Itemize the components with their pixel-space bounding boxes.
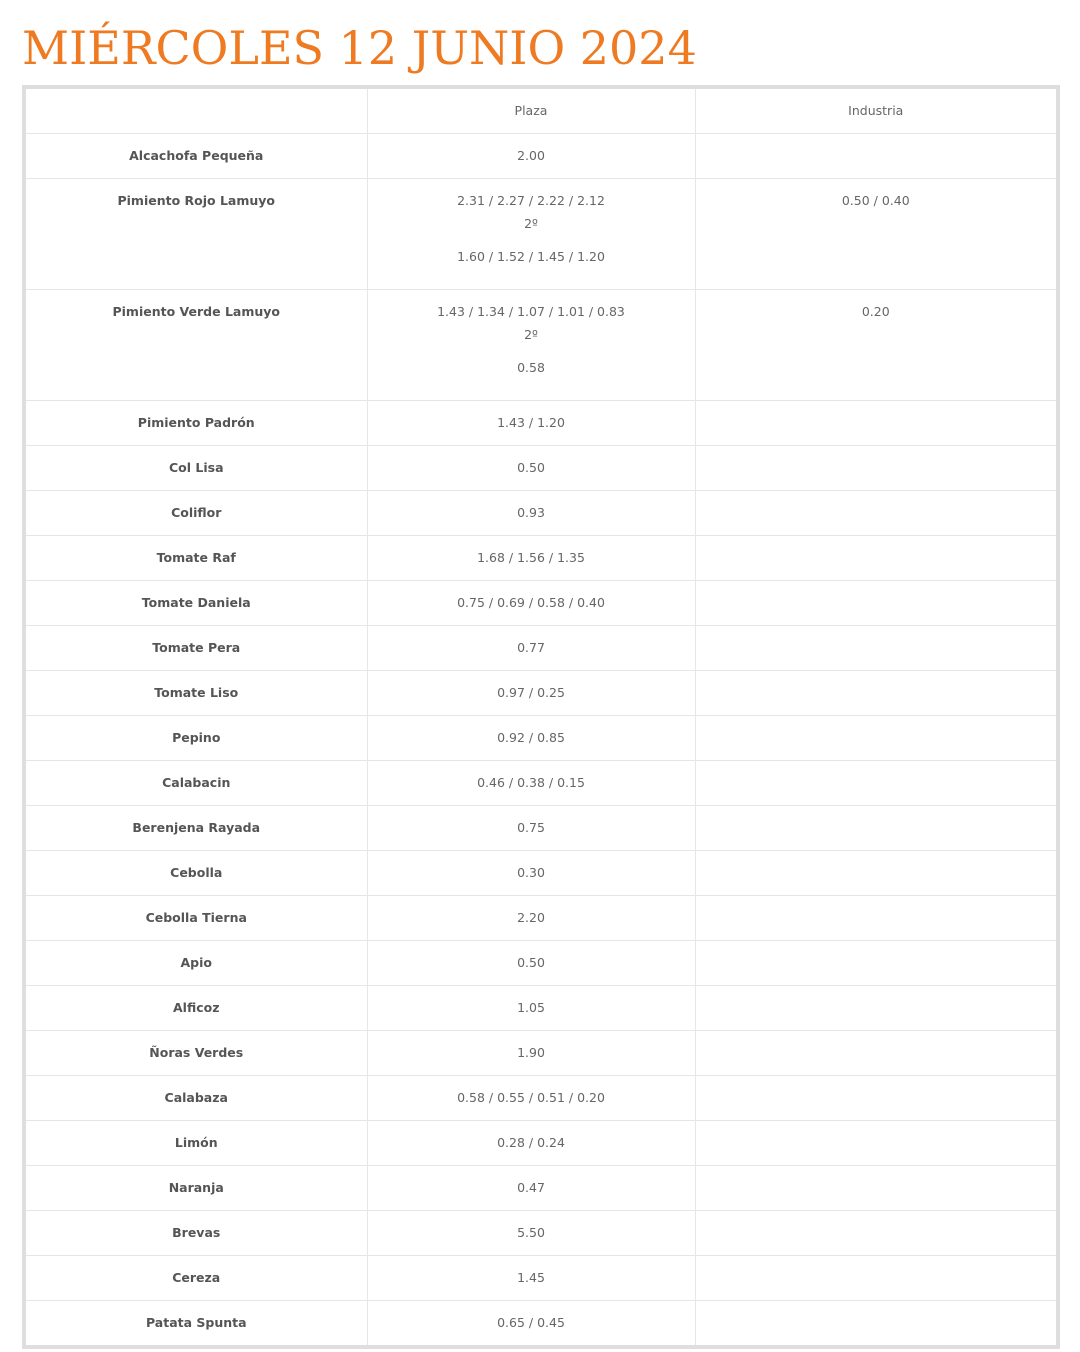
product-cell: [26, 536, 367, 581]
product-cell: [26, 401, 367, 446]
table-row: [26, 446, 1056, 491]
page-title: MIÉRCOLES 12 JUNIO 2024: [22, 21, 697, 75]
industria-cell: [695, 851, 1056, 896]
plaza-cell: [367, 941, 695, 986]
industria-cell: [695, 1031, 1056, 1076]
table-row: [26, 716, 1056, 761]
industria-cell: [695, 401, 1056, 446]
plaza-cell: [367, 806, 695, 851]
table-row: [26, 626, 1056, 671]
plaza-cell: [367, 290, 695, 401]
plaza-price: 1.43 / 1.20: [497, 415, 565, 430]
product-cell: [26, 1076, 367, 1121]
product-cell: [26, 446, 367, 491]
plaza-price: 1.05: [517, 1000, 545, 1015]
product-name: Patata Spunta: [145, 1315, 247, 1330]
price-table-container: [22, 85, 1060, 1349]
product-name: Alficoz: [173, 1000, 220, 1015]
plaza-cell: [367, 761, 695, 806]
industria-price: [696, 806, 1057, 840]
plaza-price: 0.28 / 0.24: [497, 1135, 565, 1150]
product-name: Brevas: [172, 1225, 221, 1240]
industria-price: [696, 491, 1057, 525]
plaza-price: 0.47: [517, 1180, 545, 1195]
plaza-price: 1.90: [517, 1045, 545, 1060]
plaza-cell: [367, 1076, 695, 1121]
industria-cell: [695, 1256, 1056, 1301]
table-row: [26, 536, 1056, 581]
industria-price: [696, 671, 1057, 705]
industria-price: [696, 626, 1057, 660]
plaza-price: 0.92 / 0.85: [497, 730, 565, 745]
product-name: Col Lisa: [168, 460, 224, 475]
product-name: Calabaza: [164, 1090, 228, 1105]
product-name: Tomate Liso: [154, 685, 239, 700]
industria-cell: [695, 806, 1056, 851]
industria-cell: [695, 134, 1056, 179]
price-table: [26, 89, 1056, 1345]
industria-cell: [695, 716, 1056, 761]
table-body: [26, 134, 1056, 1346]
industria-price: [696, 134, 1057, 168]
plaza-cell: [367, 716, 695, 761]
table-row: [26, 179, 1056, 290]
industria-cell: [695, 1211, 1056, 1256]
industria-price: [696, 581, 1057, 615]
table-row: [26, 986, 1056, 1031]
header-plaza: Plaza: [367, 89, 695, 134]
product-name: Alcachofa Pequeña: [129, 148, 264, 163]
table-row: [26, 896, 1056, 941]
table-row: [26, 806, 1056, 851]
plaza-cell: [367, 851, 695, 896]
industria-price: [696, 1256, 1057, 1290]
product-name: Pimiento Padrón: [137, 415, 255, 430]
plaza-price: 1.68 / 1.56 / 1.35: [477, 550, 585, 565]
product-name: Cebolla: [170, 865, 223, 880]
table-row: [26, 401, 1056, 446]
plaza-cell: [367, 986, 695, 1031]
plaza-cell: [367, 446, 695, 491]
plaza-cell: [367, 134, 695, 179]
plaza-cell: [367, 1031, 695, 1076]
industria-price: [696, 1031, 1057, 1065]
product-name: Coliflor: [171, 505, 222, 520]
header-product: [26, 89, 367, 134]
product-name: Apio: [180, 955, 212, 970]
industria-price: [696, 986, 1057, 1020]
product-name: Limón: [174, 1135, 218, 1150]
plaza-price: 0.58: [517, 360, 545, 375]
product-cell: [26, 290, 367, 401]
industria-price: [696, 401, 1057, 435]
product-cell: [26, 986, 367, 1031]
plaza-price: 0.65 / 0.45: [497, 1315, 565, 1330]
plaza-price: 1.43 / 1.34 / 1.07 / 1.01 / 0.83: [437, 304, 625, 319]
industria-price: [696, 536, 1057, 570]
industria-price: [696, 1121, 1057, 1155]
industria-price: [696, 1301, 1057, 1335]
industria-price: 0.20: [861, 304, 890, 319]
industria-price: [696, 761, 1057, 795]
industria-cell: [695, 581, 1056, 626]
industria-price: [696, 941, 1057, 975]
industria-cell: [695, 896, 1056, 941]
industria-price: [696, 896, 1057, 930]
product-cell: [26, 179, 367, 290]
plaza-cell: [367, 1121, 695, 1166]
product-cell: [26, 896, 367, 941]
table-row: [26, 1211, 1056, 1256]
plaza-price: 0.50: [517, 460, 545, 475]
product-cell: [26, 941, 367, 986]
plaza-price: 0.93: [517, 505, 545, 520]
plaza-cell: [367, 401, 695, 446]
header-industria: Industria: [695, 89, 1056, 134]
plaza-cell: [367, 896, 695, 941]
industria-cell: [695, 1301, 1056, 1346]
table-row: [26, 1031, 1056, 1076]
plaza-price: 2º: [524, 215, 538, 231]
plaza-price: 0.30: [517, 865, 545, 880]
product-cell: [26, 761, 367, 806]
industria-cell: [695, 1121, 1056, 1166]
industria-cell: [695, 290, 1056, 401]
industria-price: [696, 446, 1057, 480]
plaza-cell: [367, 581, 695, 626]
product-name: Ñoras Verdes: [149, 1045, 244, 1060]
table-row: [26, 1301, 1056, 1346]
industria-price: [696, 716, 1057, 750]
table-row: [26, 671, 1056, 716]
product-name: Calabacin: [162, 775, 231, 790]
plaza-price: 1.45: [517, 1270, 545, 1285]
industria-cell: [695, 491, 1056, 536]
plaza-cell: [367, 536, 695, 581]
product-name: Tomate Pera: [152, 640, 241, 655]
industria-cell: [695, 1166, 1056, 1211]
table-row: [26, 491, 1056, 536]
table-row: [26, 761, 1056, 806]
industria-cell: [695, 1076, 1056, 1121]
table-row: [26, 581, 1056, 626]
industria-price: [696, 1166, 1057, 1200]
product-cell: [26, 851, 367, 896]
plaza-price: 0.50: [517, 955, 545, 970]
product-name: Tomate Daniela: [141, 595, 251, 610]
product-cell: [26, 1031, 367, 1076]
product-cell: [26, 134, 367, 179]
product-cell: [26, 716, 367, 761]
product-cell: [26, 1166, 367, 1211]
industria-cell: [695, 536, 1056, 581]
plaza-price: 1.60 / 1.52 / 1.45 / 1.20: [457, 249, 605, 264]
table-row: [26, 1256, 1056, 1301]
product-cell: [26, 806, 367, 851]
industria-cell: [695, 446, 1056, 491]
plaza-price: 2.31 / 2.27 / 2.22 / 2.12: [457, 193, 605, 208]
table-header-row: [26, 89, 1056, 134]
product-cell: [26, 1121, 367, 1166]
plaza-price: 0.75 / 0.69 / 0.58 / 0.40: [457, 595, 605, 610]
product-cell: [26, 1211, 367, 1256]
plaza-cell: [367, 1166, 695, 1211]
table-row: [26, 290, 1056, 401]
plaza-price: 0.75: [517, 820, 545, 835]
product-cell: [26, 671, 367, 716]
product-name: Pimiento Rojo Lamuyo: [117, 193, 276, 208]
plaza-price: 0.77: [517, 640, 545, 655]
product-cell: [26, 581, 367, 626]
plaza-cell: [367, 1256, 695, 1301]
industria-cell: [695, 179, 1056, 290]
product-cell: [26, 1256, 367, 1301]
table-row: [26, 134, 1056, 179]
plaza-cell: [367, 1211, 695, 1256]
product-name: Tomate Raf: [156, 550, 236, 565]
table-row: [26, 1121, 1056, 1166]
industria-price: [696, 851, 1057, 885]
table-row: [26, 851, 1056, 896]
table-row: [26, 1076, 1056, 1121]
product-name: Berenjena Rayada: [132, 820, 261, 835]
industria-price: [696, 1076, 1057, 1110]
product-name: Cebolla Tierna: [145, 910, 247, 925]
industria-cell: [695, 671, 1056, 716]
plaza-cell: [367, 1301, 695, 1346]
industria-cell: [695, 986, 1056, 1031]
plaza-cell: [367, 626, 695, 671]
industria-cell: [695, 941, 1056, 986]
plaza-price: 2.20: [517, 910, 545, 925]
plaza-price: 2º: [524, 326, 538, 342]
product-name: Naranja: [168, 1180, 224, 1195]
plaza-cell: [367, 671, 695, 716]
product-name: Pepino: [172, 730, 221, 745]
industria-cell: [695, 761, 1056, 806]
plaza-price: 0.46 / 0.38 / 0.15: [477, 775, 585, 790]
plaza-price: 2.00: [517, 148, 545, 163]
plaza-price: 5.50: [517, 1225, 545, 1240]
industria-price: [696, 1211, 1057, 1245]
table-row: [26, 1166, 1056, 1211]
table-row: [26, 941, 1056, 986]
product-name: Pimiento Verde Lamuyo: [112, 304, 281, 319]
product-cell: [26, 1301, 367, 1346]
product-cell: [26, 491, 367, 536]
industria-cell: [695, 626, 1056, 671]
plaza-cell: [367, 179, 695, 290]
plaza-price: 0.97 / 0.25: [497, 685, 565, 700]
plaza-cell: [367, 491, 695, 536]
plaza-price: 0.58 / 0.55 / 0.51 / 0.20: [457, 1090, 605, 1105]
product-cell: [26, 626, 367, 671]
product-name: Cereza: [172, 1270, 221, 1285]
industria-price: 0.50 / 0.40: [841, 193, 910, 208]
